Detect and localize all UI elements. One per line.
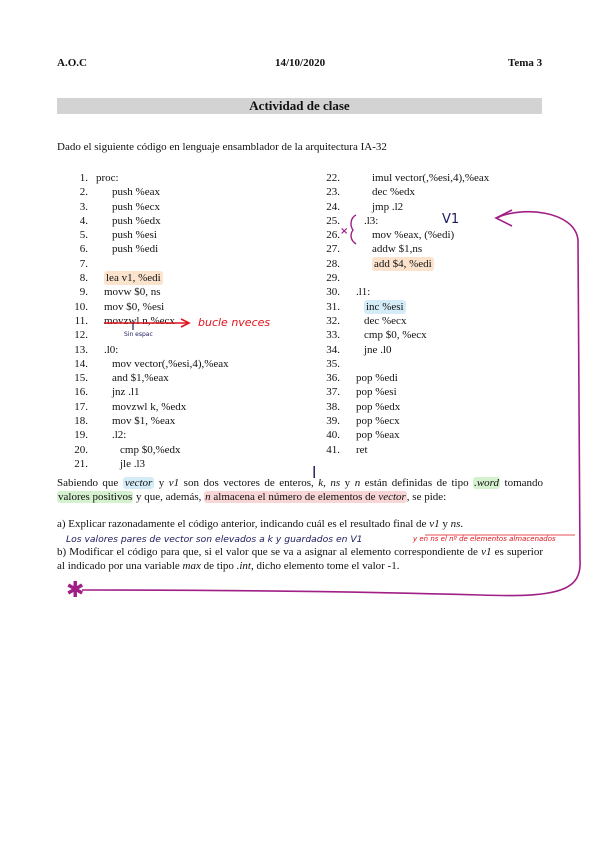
line-number: 13. — [74, 343, 88, 356]
line-number: 26. — [326, 229, 340, 242]
code-text: jmp .l2 — [372, 200, 404, 213]
line-number: 12. — [74, 329, 88, 342]
line-number: 28. — [326, 257, 340, 270]
line-number: 20. — [74, 443, 88, 456]
asterisk-icon: ✱ — [66, 578, 85, 603]
code-text: dec %edx — [372, 186, 416, 199]
line-number: 11. — [74, 314, 88, 327]
line-number: 15. — [74, 372, 88, 385]
line-number: 32. — [326, 314, 340, 327]
line-number: 18. — [74, 415, 88, 428]
line-number: 34. — [326, 343, 340, 356]
line-number: 2. — [79, 186, 88, 199]
code-text: ret — [356, 443, 368, 456]
handnote-answer-blue: Los valores pares de vector son elevados a k y guardados en V1 — [66, 534, 363, 545]
code-text: jnz .l1 — [112, 386, 140, 399]
line-number: 21. — [74, 457, 88, 470]
code-text: push %esi — [112, 229, 157, 242]
line-number: 29. — [326, 272, 340, 285]
code-text: push %ecx — [112, 200, 160, 213]
code-text: addw $1,ns — [372, 243, 423, 256]
line-number: 25. — [326, 214, 340, 227]
vector-term: vector — [124, 477, 153, 489]
problem-statement: Sabiendo que vector y v1 son dos vectores de enteros, k, ns y n están definidas de tipo .word tomando valores positivos y que, además, n almacena el número de elementos de vector, se pide: — [57, 477, 544, 503]
code-text: push %edi — [112, 243, 159, 256]
code-text: mov $1, %eax — [112, 415, 176, 428]
line-number: 39. — [326, 415, 340, 428]
header-course: A.O.C — [57, 57, 87, 69]
line-number: 10. — [74, 300, 88, 313]
line-number: 16. — [74, 386, 88, 399]
code-text: jne .l0 — [364, 343, 392, 356]
code-text: pop %edx — [356, 400, 401, 413]
line-number: 33. — [326, 329, 340, 342]
handnote-l: l — [312, 463, 317, 482]
line-number: 1. — [79, 172, 88, 184]
line-number: 23. — [326, 186, 340, 199]
line-number: 19. — [74, 429, 88, 442]
code-text: movzwl n,%ecx — [104, 314, 175, 327]
line-number: 3. — [79, 200, 88, 213]
activity-title: Actividad de clase — [57, 98, 542, 114]
intro-text: Dado el siguiente código en lenguaje ensamblador de la arquitectura IA-32 — [57, 141, 387, 153]
code-text: pop %ecx — [356, 415, 400, 428]
line-number: 41. — [326, 443, 340, 456]
n-term: n almacena el número de elementos de vector — [205, 491, 406, 503]
code-text: push %eax — [112, 186, 160, 199]
line-number: 8. — [79, 272, 88, 285]
code-text: cmp $0, %ecx — [364, 329, 427, 342]
line-number: 17. — [74, 400, 88, 413]
question-b: b) Modificar el código para que, si el valor que se va a asignar al elemento correspondiente de v1 es superior al indicado por una variable max de tipo .int, dicho elemento tome el valor -1. — [57, 546, 543, 572]
code-text: .l2: — [112, 429, 127, 442]
line-number: 24. — [326, 200, 340, 213]
line-number: 30. — [326, 286, 340, 299]
positive-values-term: valores positivos — [58, 491, 133, 503]
line-number: 4. — [79, 214, 88, 227]
line-number: 27. — [326, 243, 340, 256]
line-number: 40. — [326, 429, 340, 442]
handnote-answer-red: y en ns el nº de elementos almacenados — [413, 535, 556, 543]
line-number: 7. — [79, 257, 88, 270]
line-number: 22. — [326, 172, 340, 184]
line-number: 6. — [79, 243, 88, 256]
code-text: pop %edi — [356, 372, 398, 385]
code-text: .l3: — [364, 214, 379, 227]
code-text: and $1,%eax — [112, 372, 169, 385]
word-term: .word — [474, 477, 500, 489]
header-date: 14/10/2020 — [275, 57, 326, 69]
code-text: mov $0, %esi — [104, 300, 165, 313]
line-number: 5. — [79, 229, 88, 242]
code-text: inc %esi — [366, 300, 404, 313]
code-text: pop %eax — [356, 429, 400, 442]
line-number: 38. — [326, 400, 340, 413]
code-text: cmp $0,%edx — [120, 443, 181, 456]
code-text: .l1: — [356, 286, 371, 299]
code-text: imul vector(,%esi,4),%eax — [372, 172, 490, 184]
code-text: dec %ecx — [364, 314, 407, 327]
code-text: lea v1, %edi — [106, 272, 161, 285]
l3-bracket — [351, 215, 356, 244]
line-number: 36. — [326, 372, 340, 385]
code-text: movw $0, ns — [104, 286, 161, 299]
handnote-mark: × — [340, 226, 349, 237]
line-number: 35. — [326, 357, 340, 370]
line-number: 14. — [74, 357, 88, 370]
code-text: .l0: — [104, 343, 119, 356]
code-text: jle .l3 — [120, 457, 146, 470]
handnote-no-space: Sin espac — [124, 331, 153, 338]
handnote-loop: bucle nveces — [198, 316, 271, 329]
code-text: proc: — [96, 172, 119, 184]
code-text: pop %esi — [356, 386, 397, 399]
line-number: 31. — [326, 300, 340, 313]
code-text: add $4, %edi — [374, 257, 432, 270]
code-text: mov %eax, (%edi) — [372, 229, 455, 242]
handnote-v1: V1 — [442, 212, 460, 227]
header-topic: Tema 3 — [508, 57, 543, 69]
line-number: 37. — [326, 386, 340, 399]
question-a: a) Explicar razonadamente el código anterior, indicando cuál es el resultado final de v1 y ns. — [57, 518, 464, 530]
code-text: mov vector(,%esi,4),%eax — [112, 357, 229, 370]
line-number: 9. — [79, 286, 88, 299]
code-text: push %edx — [112, 214, 161, 227]
code-text: movzwl k, %edx — [112, 400, 187, 413]
